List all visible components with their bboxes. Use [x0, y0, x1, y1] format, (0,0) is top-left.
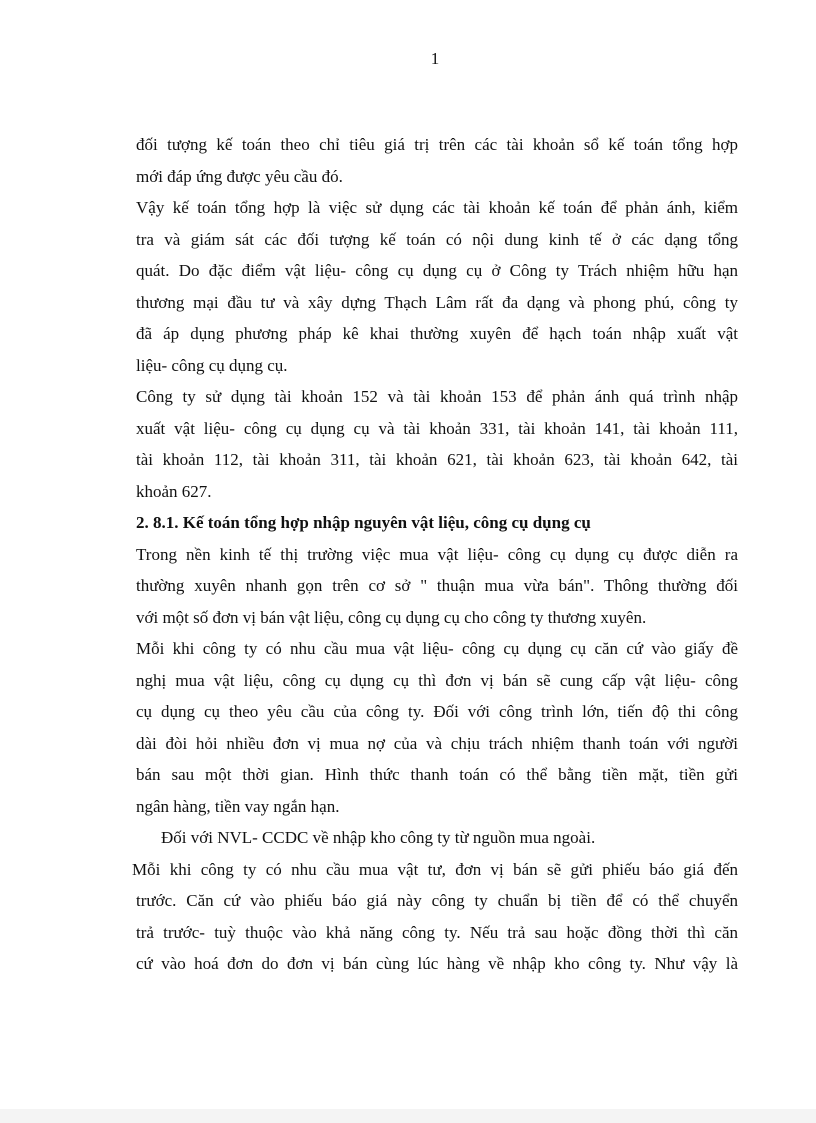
text-line: liệu- công cụ dụng cụ. — [136, 355, 288, 375]
text-line: thường xuyên nhanh gọn trên cơ sở " thuận mua vừa bán". Thông thường đối — [136, 576, 738, 595]
text-line: cứ vào hoá đơn do đơn vị bán cùng lúc hàng về nhập kho công ty. Như vậy là — [136, 954, 738, 973]
text-line: cụ dụng cụ theo yêu cầu của công ty. Đối với công trình lớn, tiến độ thi công — [136, 702, 738, 721]
text-line: bán sau một thời gian. Hình thức thanh toán có thể bằng tiền mặt, tiền gửi — [136, 765, 738, 784]
text-line: Vậy kế toán tổng hợp là việc sử dụng các tài khoản kế toán để phản ánh, kiểm — [136, 198, 738, 217]
text-line: nghị mua vật liệu, công cụ dụng cụ thì đơn vị bán sẽ cung cấp vật liệu- công — [136, 670, 738, 690]
text-line: tài khoản 112, tài khoản 311, tài khoản 621, tài khoản 623, tài khoản 642, tài — [136, 450, 738, 469]
text-line: đã áp dụng phương pháp kê khai thường xuyên để hạch toán nhập xuất vật — [136, 324, 738, 343]
text-line: quát. Do đặc điểm vật liệu- công cụ dụng cụ ở Công ty Trách nhiệm hữu hạn — [136, 261, 738, 280]
text-line: với một số đơn vị bán vật liệu, công cụ dụng cụ cho công ty thương xuyên. — [136, 607, 647, 627]
text-line: Trong nền kinh tế thị trường việc mua vật liệu- công cụ dụng cụ được diễn ra — [136, 544, 738, 564]
text-line: Công ty sử dụng tài khoản 152 và tài khoản 153 để phản ánh quá trình nhập — [136, 387, 738, 406]
text-line: ngân hàng, tiền vay ngắn hạn. — [136, 796, 340, 816]
text-line: khoản 627. — [136, 481, 212, 501]
page-number: 1 — [430, 49, 440, 68]
page-bottom-edge — [0, 1109, 816, 1123]
text-line: dài đòi hỏi nhiều đơn vị mua nợ của và chịu trách nhiệm thanh toán với người — [136, 733, 738, 753]
indented-paragraph: Đối với NVL- CCDC về nhập kho công ty từ nguồn mua ngoài. — [161, 828, 596, 847]
text-line: Mỗi khi công ty có nhu cầu mua vật tư, đơn vị bán sẽ gửi phiếu báo giá đến — [132, 859, 738, 879]
text-line: đối tượng kế toán theo chỉ tiêu giá trị trên các tài khoản sổ kế toán tổng hợp — [136, 135, 738, 154]
text-line: tra và giám sát các đối tượng kế toán có nội dung kinh tế ở các dạng tổng — [136, 229, 738, 249]
text-line: thương mại đầu tư và xây dựng Thạch Lâm rất đa dạng và phong phú, công ty — [136, 292, 738, 312]
document-body — [132, 129, 738, 980]
section-heading: 2. 8.1. Kế toán tổng hợp nhập nguyên vật liệu, công cụ dụng cụ — [136, 513, 591, 532]
text-line: mới đáp ứng được yêu cầu đó. — [136, 166, 343, 186]
text-line: trả trước- tuỳ thuộc vào khả năng công ty. Nếu trả sau hoặc đồng thời thì căn — [136, 922, 738, 942]
text-line: trước. Căn cứ vào phiếu báo giá này công ty chuẩn bị tiền để có thể chuyển — [136, 891, 738, 910]
text-line: Mỗi khi công ty có nhu cầu mua vật liệu- công cụ dụng cụ căn cứ vào giấy đề — [136, 639, 738, 658]
text-line: xuất vật liệu- công cụ dụng cụ và tài khoản 331, tài khoản 141, tài khoản 111, — [136, 418, 738, 438]
